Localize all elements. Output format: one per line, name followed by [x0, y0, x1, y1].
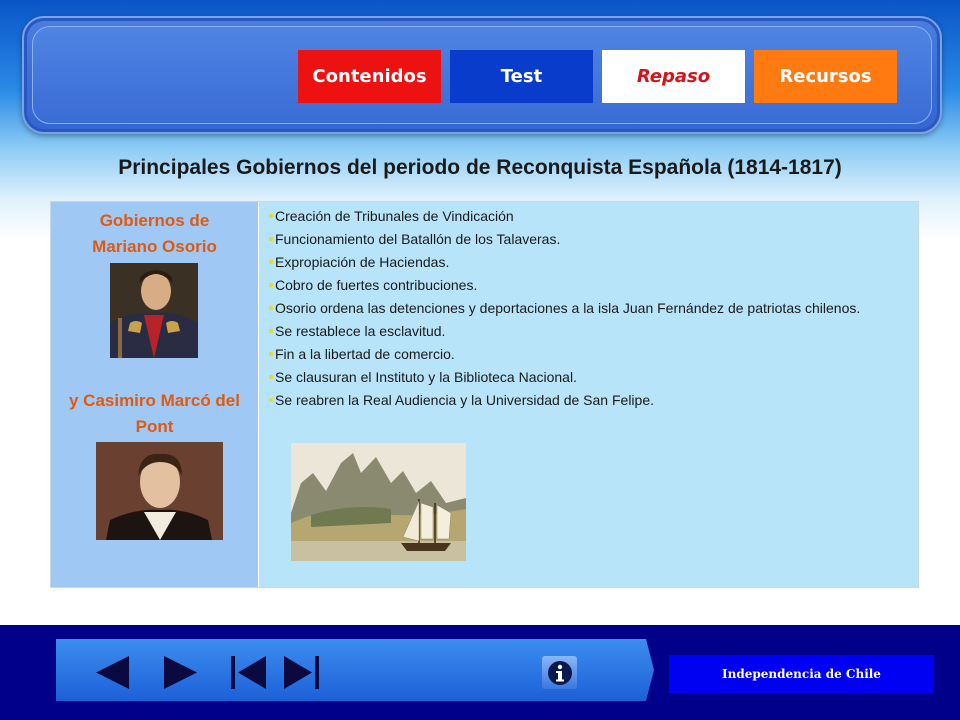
bullet-icon	[269, 352, 273, 356]
tab-test[interactable]: Test	[450, 50, 593, 103]
info-icon[interactable]	[542, 656, 577, 689]
list-item-text: Fin a la libertad de comercio.	[275, 346, 455, 362]
list-item	[269, 392, 888, 409]
bullet-icon	[269, 237, 273, 241]
last-slide-icon[interactable]	[283, 655, 320, 690]
list-item	[269, 323, 888, 340]
bullet-icon	[269, 329, 273, 333]
osorio-portrait-drawing	[110, 263, 198, 358]
bullet-icon	[269, 260, 273, 264]
list-item	[269, 208, 888, 225]
juan-fernandez-island-illustration	[291, 443, 466, 561]
next-slide-icon[interactable]	[162, 655, 199, 690]
previous-arrow-graphic	[94, 655, 131, 690]
island-drawing	[291, 443, 466, 561]
measures-column	[259, 202, 918, 587]
nav-tabs	[298, 50, 897, 103]
marco-portrait-drawing	[96, 442, 223, 540]
governor-osorio-label: Gobiernos de Mariano Osorio	[92, 211, 217, 256]
list-item	[269, 231, 888, 248]
measures-list	[269, 208, 888, 415]
list-item-text: Osorio ordena las detenciones y deportaciones a la isla Juan Fernández de patriotas chilenos.	[275, 300, 861, 316]
bullet-icon	[269, 214, 273, 218]
governors-column	[51, 202, 259, 587]
list-item	[269, 346, 888, 363]
marco-del-pont-portrait	[96, 442, 223, 540]
governor-marco-label: y Casimiro Marcó del Pont	[68, 391, 240, 436]
osorio-portrait	[110, 263, 198, 358]
list-item-text: Creación de Tribunales de Vindicación	[275, 208, 514, 224]
bullet-icon	[269, 375, 273, 379]
list-item-text: Funcionamiento del Batallón de los Talaveras.	[275, 231, 561, 247]
tab-repaso[interactable]: Repaso	[602, 50, 745, 103]
last-slide-graphic	[283, 655, 320, 690]
content-table	[50, 201, 919, 588]
list-item-text: Cobro de fuertes contribuciones.	[275, 277, 478, 293]
tab-contenidos[interactable]: Contenidos	[298, 50, 441, 103]
first-slide-graphic	[230, 655, 267, 690]
first-slide-icon[interactable]	[230, 655, 267, 690]
list-item-text: Se reabren la Real Audiencia y la Universidad de San Felipe.	[275, 392, 655, 408]
tab-recursos[interactable]: Recursos	[754, 50, 897, 103]
list-item-text: Se clausuran el Instituto y la Biblioteca Nacional.	[275, 369, 577, 385]
list-item	[269, 300, 888, 317]
page-title: Principales Gobiernos del periodo de Reconquista Española (1814-1817)	[118, 156, 842, 179]
bullet-icon	[269, 398, 273, 402]
previous-slide-icon[interactable]	[94, 655, 131, 690]
bullet-icon	[269, 306, 273, 310]
list-item-text: Se restablece la esclavitud.	[275, 323, 446, 339]
list-item	[269, 277, 888, 294]
footer-bar	[0, 625, 960, 720]
info-graphic	[547, 660, 573, 686]
bullet-icon	[269, 283, 273, 287]
list-item	[269, 254, 888, 271]
navigation-panel	[56, 639, 654, 701]
next-arrow-graphic	[162, 655, 199, 690]
list-item	[269, 369, 888, 386]
list-item-text: Expropiación de Haciendas.	[275, 254, 450, 270]
presentation-title-label: Independencia de Chile	[669, 655, 934, 693]
